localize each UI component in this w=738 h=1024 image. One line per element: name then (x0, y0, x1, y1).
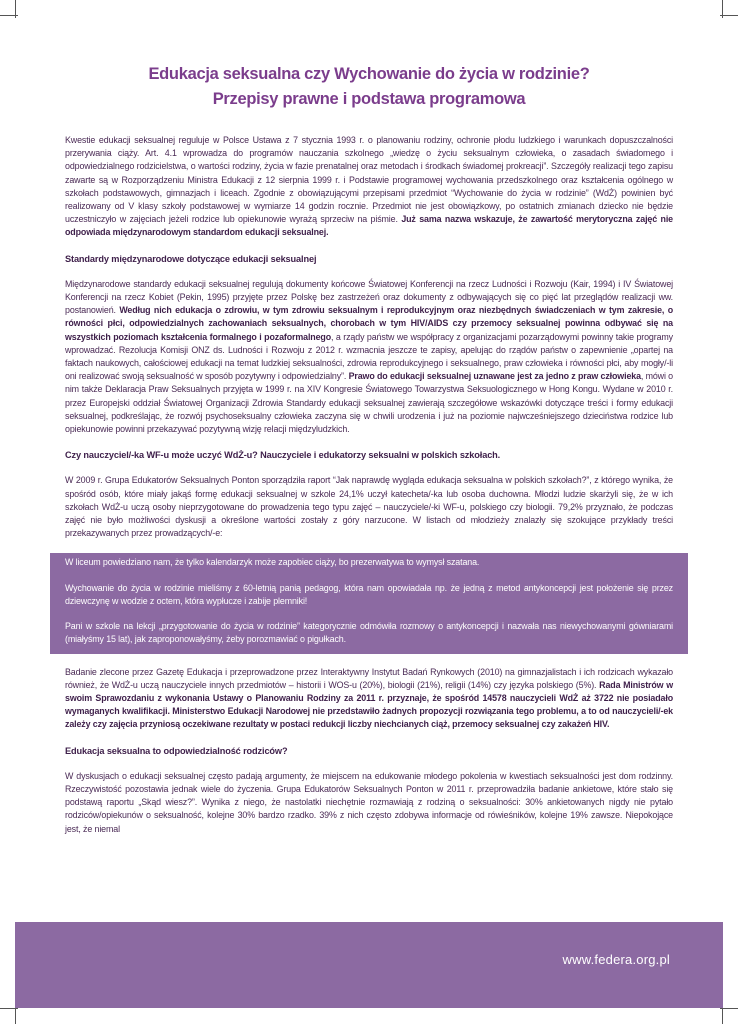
intro-text: Kwestie edukacji seksualnej reguluje w Polsce Ustawa z 7 stycznia 1993 r. o planowaniu rodziny, ochronie płodu ludzkiego i warunkach dopuszczalności przerywania ciąży. Art. 4.1 wprowadza do programów nauczania szkolnego „wiedzę o życiu seksualnym człowieka, o zasadach świadomego i odpowiedzialnego rodzicielstwa, o wartości rodziny, życia w fazie prenatalnej oraz metodach i środkach świadomej prokreacji”. Szczegóły realizacji tego zapisu zawarte są w Rozporządzeniu Ministra Edukacji z 12 sierpnia 1999 r. i Podstawie programowej wychowania przedszkolnego oraz kształcenia ogólnego w szkołach podstawowych, gimnazjach i liceach. Zgodnie z obowiązującymi przepisami przedmiot “Wychowanie do życia w rodzinie” (WdŻ) powinien być realizowany od V klasy szkoły podstawowej w wymiarze 14 godzin rocznie. Przedmiot nie jest obowiązkowy, po ostatnich zmianach dziecko nie będzie uczestniczyło w zajęciach jeżeli rodzice lub opiekunowie wyrażą sprzeciw na piśmie. (65, 135, 673, 225)
crop-mark (0, 1008, 18, 1009)
section-heading-teachers: Czy nauczyciel/-ka WF-u może uczyć WdŻ-u? Nauczyciele i edukatorzy seksualni w polskich szkołach. (65, 450, 501, 461)
standards-bold-1: Według nich edukacja o zdrowiu, w tym zdrowiu seksualnym i reprodukcyjnym oraz niezbędnych świadczeniach w tym zakresie, o równości płci, odpowiedzialnych zachowaniach seksualnych, chorobach w tym HIV/AIDS czy przemocy seksualnej powinna odbywać się na wszystkich poziomach kształcenia formalnego i pozaformalnego (65, 305, 673, 342)
footer-url[interactable]: www.federa.org.pl (562, 952, 670, 967)
quote-item: Wychowanie do życia w rodzinie mieliśmy z 60-letnią panią pedagog, która nam opowiadała np. że jedną z metod antykoncepcji jest położenie się przez dziewczynę w wodzie z octem, która wypłucze i zabije plemniki! (65, 582, 673, 606)
survey-paragraph (65, 666, 673, 732)
survey-text: Badanie zlecone przez Gazetę Edukacja i przeprowadzone przez Interaktywny Instytut Badań Rynkowych (2010) na gimnazjalistach i ich rodzicach wykazało również, że WdŻ-u uczą nauczyciele innych przedmiotów – historii i WOS-u (20%), biologii (21%), religii (14%) czy języka polskiego (5%). (65, 666, 673, 690)
footer-band (15, 922, 723, 1008)
intro-paragraph (65, 134, 673, 240)
teachers-paragraph: W 2009 r. Grupa Edukatorów Seksualnych Ponton sporządziła raport “Jak naprawdę wygląda edukacja seksualna w polskich szkołach?”, z którego wynika, że spośród osób, które miały jakąś formę edukacji seksualnej w szkole 24,1% uczył katecheta/-ka lub osoba duchowna. Młodzi ludzie skarżyli się, że w ich szkołach WdŻ-u uczą osoby nieprzygotowane do prowadzenia tego typu zajęć – nauczyciele/-ki WF-u, polskiego czy biologii. 79,2% przyznało, że podczas zajęć nie było możliwości dyskusji a określone wartości zostały z góry narzucone. W listach od młodzieży znalazły się szokujące przykłady treści przekazywanych przez prowadzących/-e: (65, 475, 673, 539)
document-title (60, 62, 678, 112)
standards-bold-2: Prawo do edukacji seksualnej uznawane jest za jedno z praw człowieka (348, 371, 641, 382)
standards-text-2: , a rządy państw we współpracy z organizacjami pozarządowymi powinny takie programy wprowadzać. Rezolucja Komisji ONZ ds. Ludności i Rozwoju z 2012 r. wzmacnia jeszcze te zapisy, apelując do rządów państw o zapewnienie „opartej na faktach naukowych, całościowej edukacji na temat ludzkiej seksualności, zdrowia reprodukcyjnego i seksualnego, praw człowieka i równości płci, aby mogły/-li oni realizować swoją seksualność w sposób pozytywny i odpowiedzialny”. (65, 331, 673, 382)
standards-text-3: , mówi o nim także Deklaracja Praw Seksualnych przyjęta w 1999 r. na XIV Kongresie Światowego Towarzystwa Seksuologicznego w Hong Kongu. Wydane w 2010 r. przez Europejski oddział Światowej Organizacji Zdrowia Standardy edukacji seksualnej zawierają szczegółowe wskazówki dotyczące treści i formy edukacji seksualnej, podkreślając, że rozwój psychoseksualny człowieka zaczyna się w chwili urodzenia i już na poziomie najwcześniejszego dzieciństwa rodzice lub opiekunowie powinni przekazywać pozytywną wizję relacji międzyludzkich. (65, 371, 673, 435)
parents-paragraph: W dyskusjach o edukacji seksualnej często padają argumenty, że miejscem na edukowanie młodego pokolenia w kwestiach seksualności jest dom rodzinny. Rzeczywistość pozostawia jednak wiele do życzenia. Grupa Edukatorów Seksualnych Ponton w 2011 r. przeprowadziła badanie ankietowe, które stało się podstawą raportu „Skąd wiesz?”. Wynika z niego, że nastolatki niechętnie rozmawiają z rodziną o seksualności: 30% ankietowanych nigdy nie pytało rodziców/opiekunów o seksualność, kolejne 30% bardzo rzadko. 39% z nich często zdobywa informacje od rówieśników, kolejne 19% zawsze. Niepokojące jest, że niemal (65, 770, 673, 834)
crop-mark (720, 1008, 738, 1009)
document-body (65, 134, 673, 849)
crop-mark (0, 15, 18, 16)
standards-text-1: Międzynarodowe standardy edukacji seksualnej regulują dokumenty końcowe Światowej Konferencji na rzecz Ludności i Rozwoju (Kair, 1994) i IV Światowej Konferencji na rzecz Kobiet (Pekin, 1995) przyjęte przez Polskę bez zastrzeżeń oraz dokumenty z odbywających się co pięć lat przeglądów realizacji ww. postanowień. (65, 278, 673, 316)
title-line-1: Edukacja seksualna czy Wychowanie do życia w rodzinie? (148, 65, 590, 83)
title-line-2: Przepisy prawne i podstawa programowa (212, 90, 526, 108)
crop-mark (720, 15, 738, 16)
standards-paragraph (65, 278, 673, 436)
quote-item: W liceum powiedziano nam, że tylko kalendarzyk może zapobiec ciąży, bo prezerwatywa to wymysł szatana. (65, 557, 480, 568)
section-heading-standards: Standardy międzynarodowe dotyczące edukacji seksualnej (65, 253, 317, 264)
quote-item: Pani w szkole na lekcji „przygotowanie do życia w rodzinie” kategorycznie odmówiła rozmowy o antykoncepcji i nazwała nas niewychowanymi gówniarami (miałyśmy 15 lat), jak zaproponowałyśmy, żeby porozmawiać o pigułkach. (65, 621, 673, 645)
survey-bold: Rada Ministrów w swoim Sprawozdaniu z wykonania Ustawy o Planowaniu Rodziny za 2011 r. przyznaje, że spośród 14578 nauczycieli WdŻ aż 3722 nie posiadało wymaganych kwalifikacji. Ministerstwo Edukacji Narodowej nie przedstawiło żadnych propozycji rozwiązania tego problemu, a to od nauczycieli/-ek zależy czy zajęcia przyniosą oczekiwane rezultaty w postaci redukcji liczby niechcianych ciąż, przemocy seksualnej czy zakażeń HIV. (65, 679, 673, 730)
intro-bold: Już sama nazwa wskazuje, że zawartość merytoryczna zajęć nie odpowiada międzynarodowym standardom edukacji seksualnej. (65, 214, 673, 238)
quotes-box (50, 553, 688, 653)
section-heading-parents: Edukacja seksualna to odpowiedzialność rodziców? (65, 745, 288, 756)
